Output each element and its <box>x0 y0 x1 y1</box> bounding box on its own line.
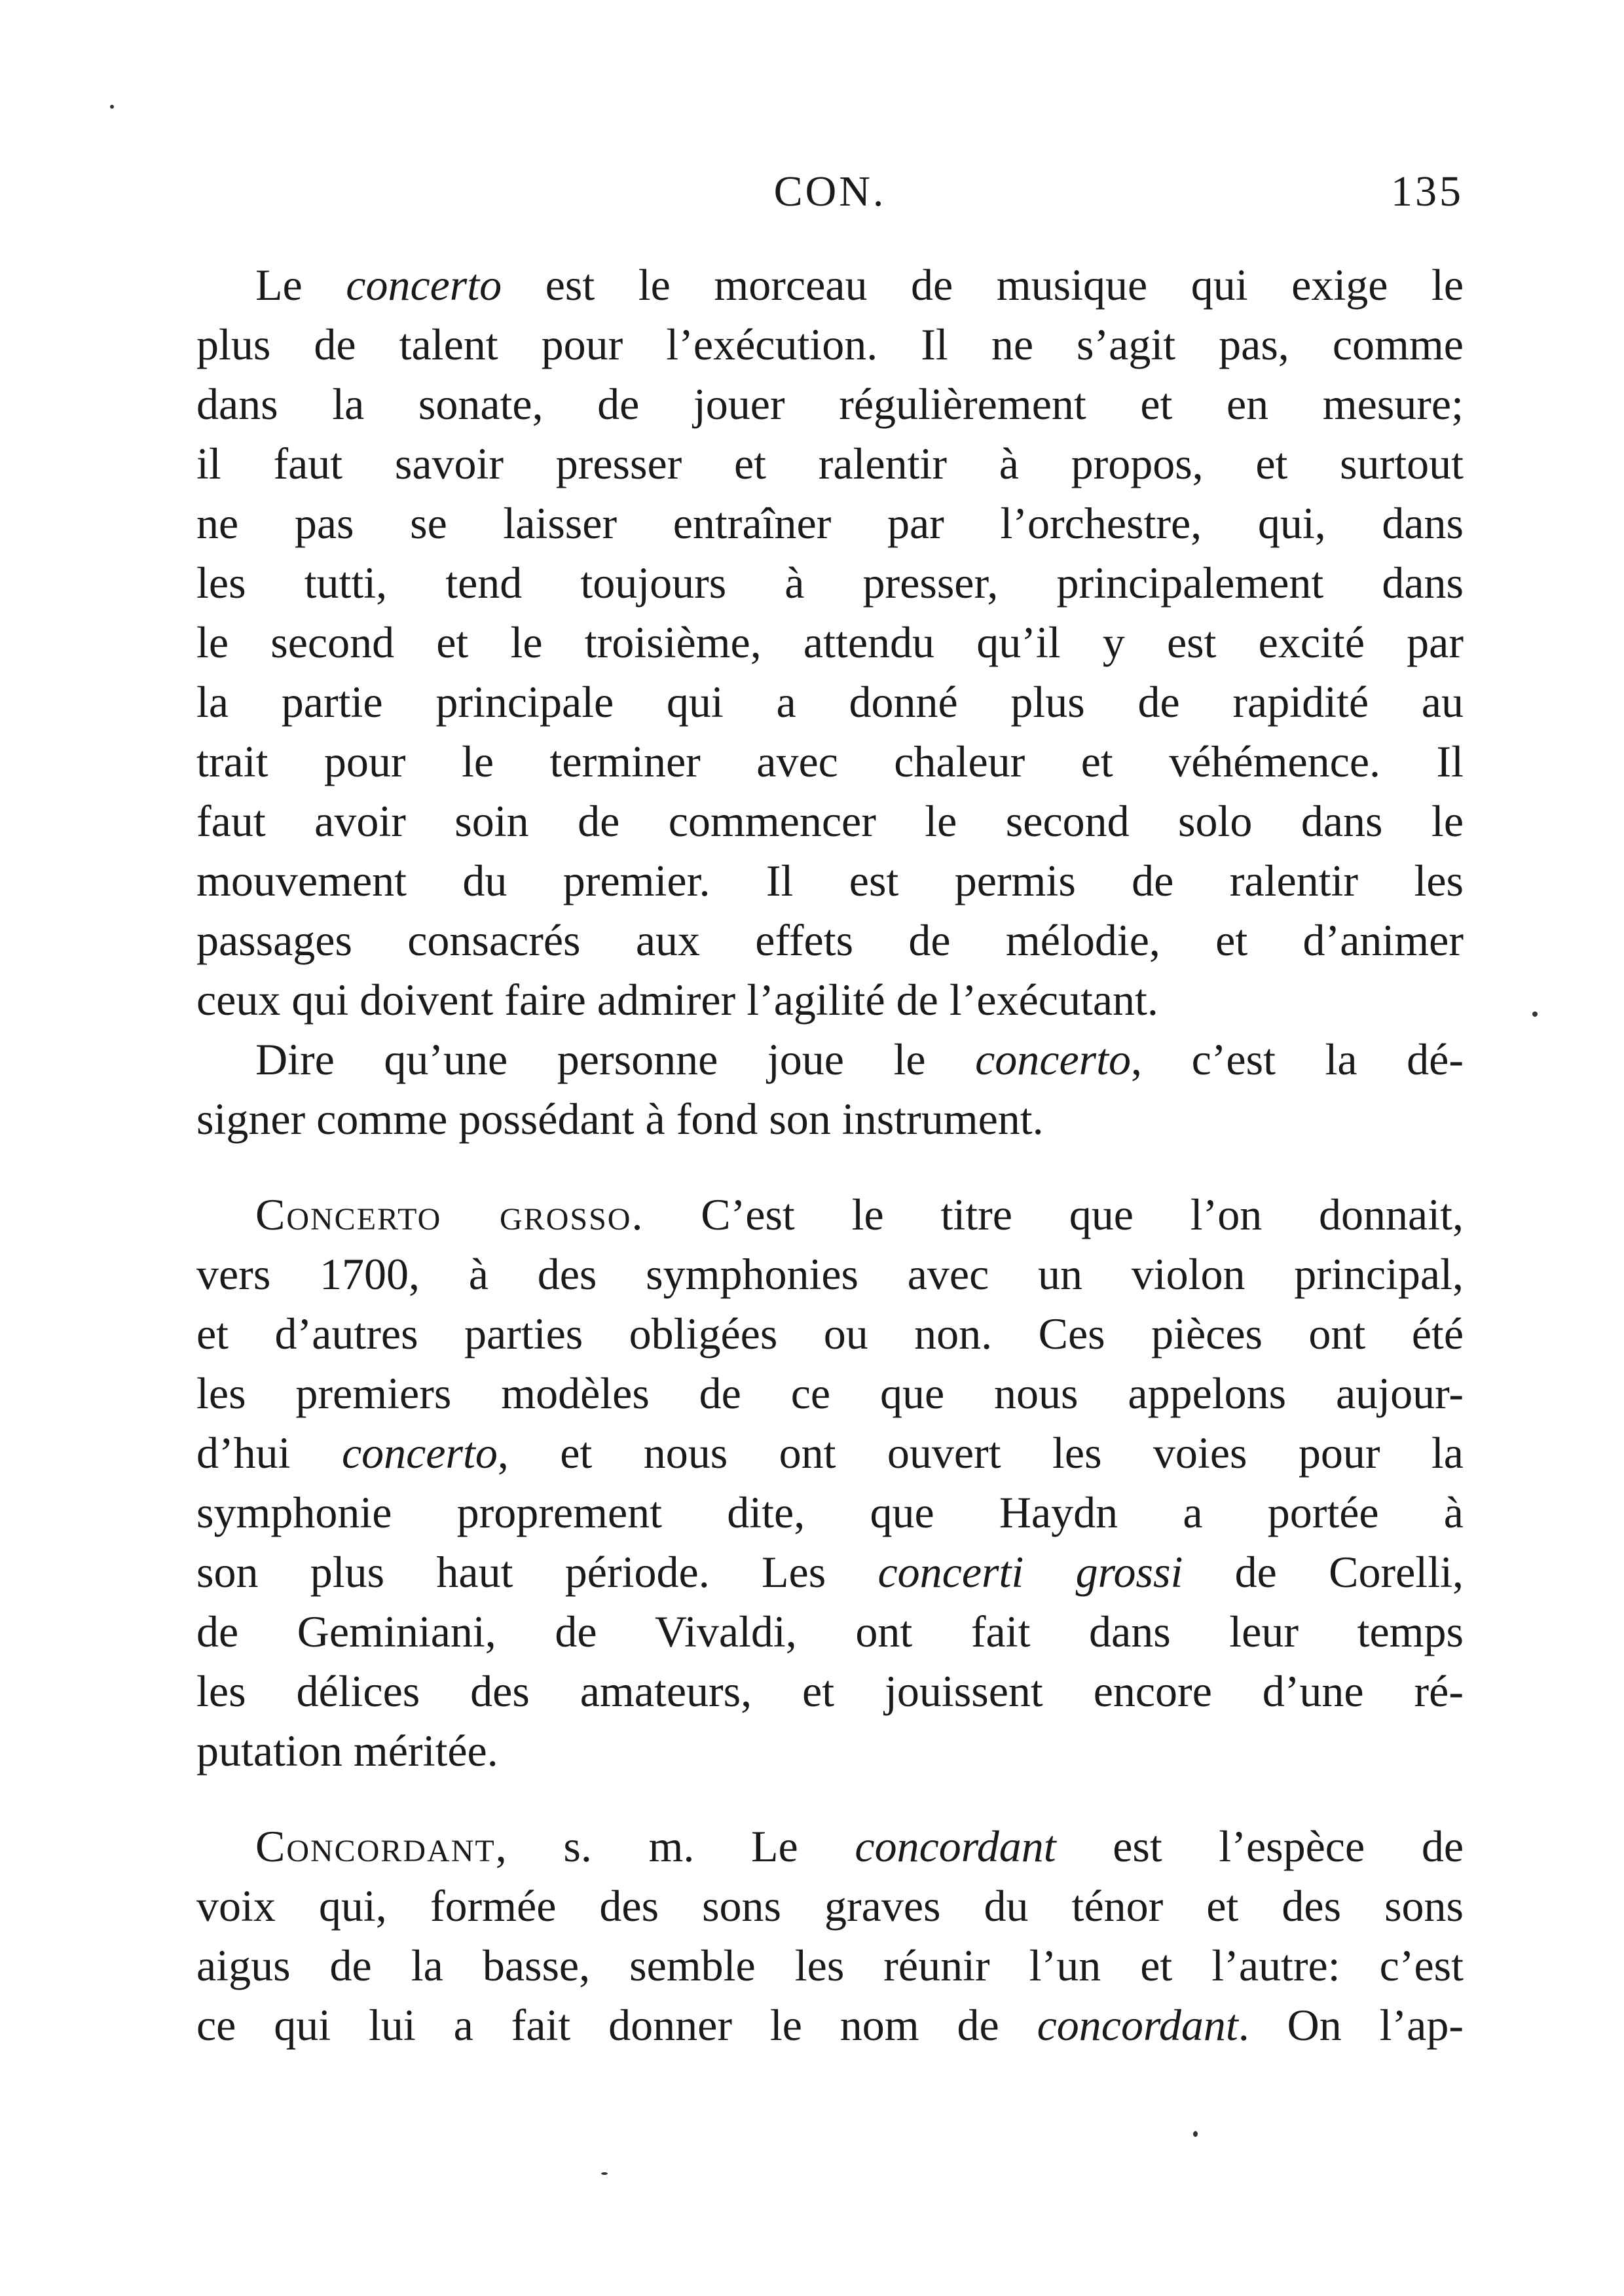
text-line <box>196 1089 1464 1149</box>
text-run: ceux qui doivent faire admirer l’agilité de l’exécutant. <box>196 975 1158 1025</box>
text-run: putation méritée. <box>196 1726 498 1776</box>
text-run: la partie principale qui a donné plus de rapidité au <box>196 677 1464 727</box>
scan-speck <box>1193 2131 1198 2137</box>
text-line <box>196 672 1464 732</box>
page-header-title: CON. <box>773 168 887 215</box>
text-run: aigus de la basse, semble les réunir l’un et l’autre: c’est <box>196 1941 1464 1990</box>
entry-headword: Concordant <box>255 1821 496 1871</box>
text-line <box>196 792 1464 851</box>
text-line <box>196 553 1464 613</box>
text-run: et d’autres parties obligées ou non. Ces pièces ont été <box>196 1309 1464 1358</box>
text-run: les tutti, tend toujours à presser, principalement dans <box>196 558 1464 608</box>
text-run: ce qui lui a fait donner le nom de <box>196 2000 1037 2050</box>
running-head <box>196 167 1464 226</box>
text-run: faut avoir soin de commencer le second solo dans le <box>196 796 1464 846</box>
text-run: mouvement du premier. Il est permis de ralentir les <box>196 856 1464 905</box>
text-run: , c’est la dé- <box>1131 1034 1464 1084</box>
text-line <box>196 374 1464 434</box>
text-line <box>196 1245 1464 1304</box>
text-run: de Corelli, <box>1183 1547 1464 1597</box>
text-run: est le morceau de musique qui exige le <box>502 260 1464 310</box>
text-run: passages consacrés aux effets de mélodie, et d’animer <box>196 915 1464 965</box>
text-run: signer comme possédant à fond son instrument. <box>196 1094 1044 1144</box>
text-line <box>196 1185 1464 1245</box>
text-run: Dire qu’une personne joue le <box>255 1034 976 1084</box>
text-run: C’est le titre que l’on donnait, <box>644 1190 1464 1239</box>
text-run: le second et le troisième, attendu qu’il y est excité par <box>196 617 1464 667</box>
text-line <box>196 1030 1464 1089</box>
text-line <box>196 1817 1464 1876</box>
italic-term: concordant <box>1037 2000 1238 2050</box>
text-run: d’hui <box>196 1428 342 1478</box>
paragraph-gap <box>196 1149 1464 1185</box>
scan-speck <box>601 2172 608 2175</box>
italic-term: concerti grossi <box>877 1547 1183 1597</box>
text-run: symphonie proprement dite, que Haydn a portée à <box>196 1487 1464 1537</box>
scan-speck <box>1532 1011 1538 1017</box>
page-body <box>196 255 1464 2055</box>
text-line <box>196 315 1464 374</box>
text-line <box>196 1364 1464 1423</box>
text-line <box>196 851 1464 911</box>
text-run: Le <box>255 260 346 310</box>
text-line <box>196 1423 1464 1483</box>
entry-headword: Concerto grosso. <box>255 1190 644 1239</box>
text-line <box>196 970 1464 1030</box>
text-line <box>196 1936 1464 1995</box>
text-run: , s. m. Le <box>495 1821 855 1871</box>
text-line <box>196 1304 1464 1364</box>
text-line <box>196 255 1464 315</box>
page-number: 135 <box>1391 168 1464 215</box>
text-line <box>196 911 1464 970</box>
text-run: est l’espèce de <box>1056 1821 1464 1871</box>
paragraph-gap <box>196 1781 1464 1817</box>
text-run: vers 1700, à des symphonies avec un violon principal, <box>196 1249 1464 1299</box>
text-run: , et nous ont ouvert les voies pour la <box>497 1428 1464 1478</box>
text-run: voix qui, formée des sons graves du ténor et des sons <box>196 1881 1464 1931</box>
text-line <box>196 434 1464 494</box>
text-run: son plus haut période. Les <box>196 1547 878 1597</box>
text-run: . On l’ap- <box>1238 2000 1464 2050</box>
text-run: de Geminiani, de Vivaldi, ont fait dans leur temps <box>196 1607 1464 1656</box>
text-line <box>196 1995 1464 2055</box>
text-run: les délices des amateurs, et jouissent encore d’une ré- <box>196 1666 1464 1716</box>
text-line <box>196 1662 1464 1721</box>
text-line <box>196 1721 1464 1781</box>
text-run: les premiers modèles de ce que nous appelons aujour- <box>196 1368 1464 1418</box>
text-run: il faut savoir presser et ralentir à propos, et surtout <box>196 439 1464 488</box>
text-run: trait pour le terminer avec chaleur et véhémence. Il <box>196 737 1464 786</box>
text-line <box>196 613 1464 672</box>
italic-term: concordant <box>855 1821 1056 1871</box>
text-line <box>196 1602 1464 1662</box>
text-line <box>196 1542 1464 1602</box>
text-run: ne pas se laisser entraîner par l’orchestre, qui, dans <box>196 498 1464 548</box>
italic-term: concerto <box>341 1428 498 1478</box>
text-run: plus de talent pour l’exécution. Il ne s’agit pas, comme <box>196 319 1464 369</box>
italic-term: concerto <box>346 260 502 310</box>
text-line <box>196 1876 1464 1936</box>
text-line <box>196 732 1464 792</box>
scan-speck <box>110 105 114 109</box>
text-line <box>196 1483 1464 1542</box>
italic-term: concerto <box>975 1034 1132 1084</box>
text-run: dans la sonate, de jouer régulièrement et en mesure; <box>196 379 1464 429</box>
text-line <box>196 494 1464 553</box>
